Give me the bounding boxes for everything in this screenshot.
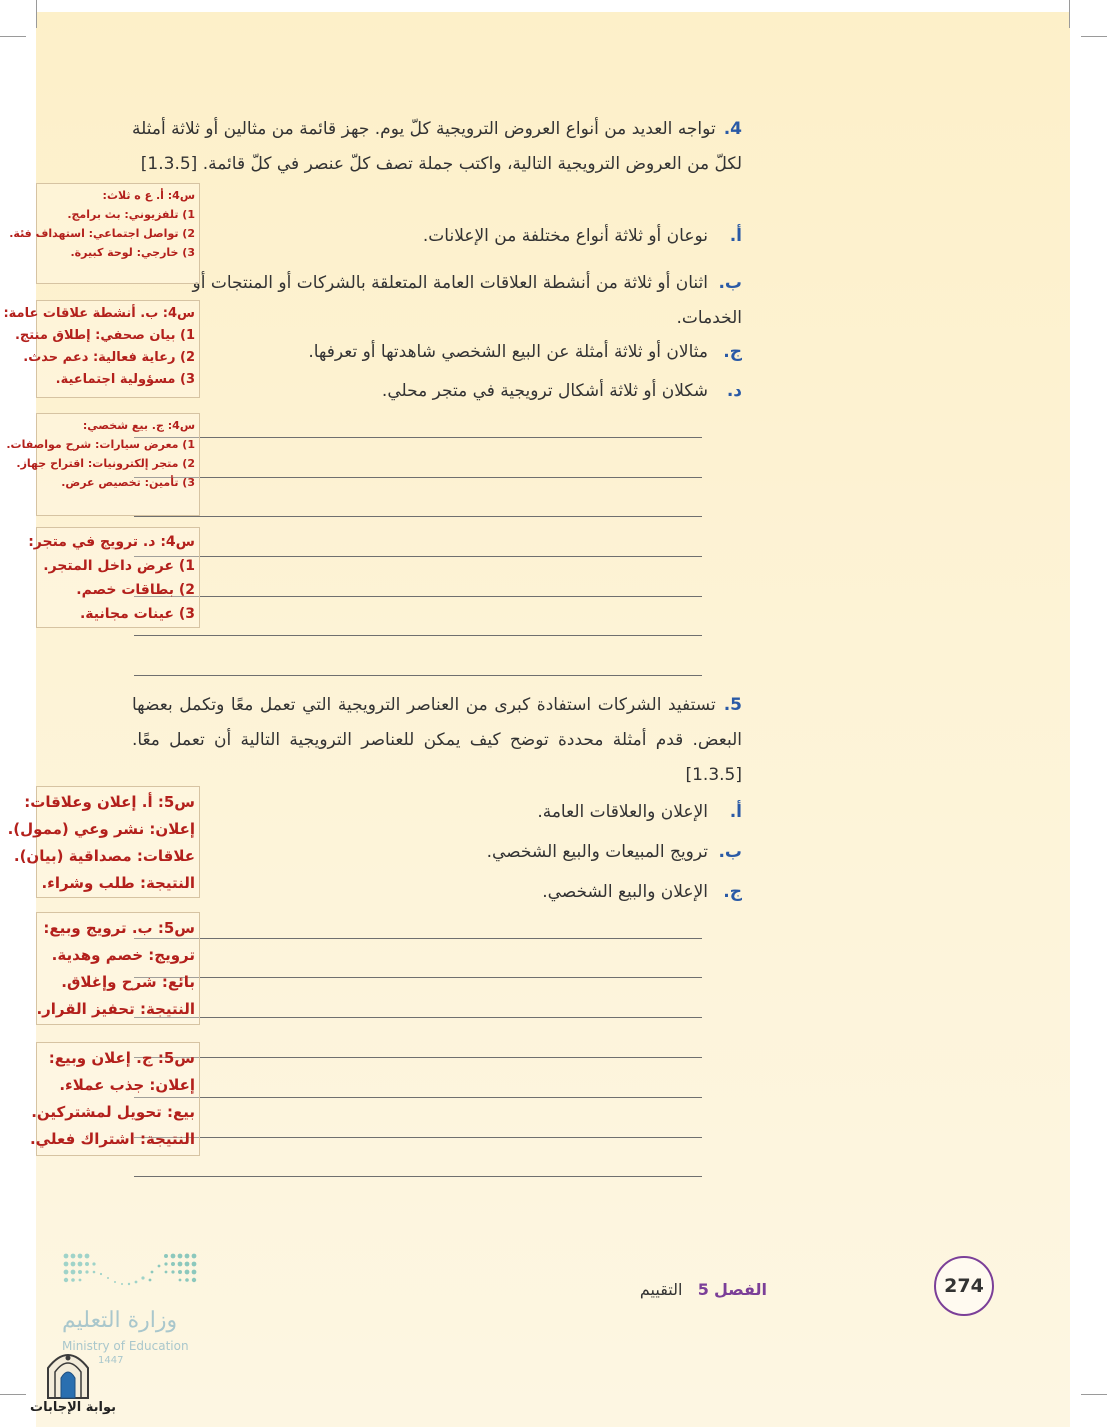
- answer-note: [9, 183, 200, 284]
- note-line: 3) مسؤولية اجتماعية.: [55, 372, 195, 387]
- answer-line: [134, 1097, 702, 1098]
- answer-note: [3, 300, 200, 398]
- note-line: 1) تلفزيوني: بث برامج.: [67, 208, 195, 221]
- note-line: 1) بيان صحفي: إطلاق منتج.: [14, 328, 195, 343]
- crop-mark: [36, 0, 37, 28]
- q4-item-a: [423, 226, 742, 246]
- item-letter: أ.: [729, 226, 742, 246]
- note-line: علاقات: مصداقية (بيان).: [13, 847, 195, 865]
- answer-note: [36, 912, 200, 1025]
- item-letter: د.: [726, 381, 742, 401]
- q4-item-c: [308, 342, 742, 362]
- item-text: مثالان أو ثلاثة أمثلة عن البيع الشخصي شاهدتها أو تعرفها.: [308, 342, 708, 362]
- item-letter: ج.: [723, 342, 742, 362]
- watermark-text: بوابة الإجابات: [30, 1400, 116, 1415]
- ministry-name-arabic: وزارة التعليم: [62, 1308, 178, 1333]
- q5-item-c: [542, 882, 742, 902]
- note-line: بائع: شرح وإغلاق.: [61, 973, 195, 991]
- note-line: س4: أ. ع ه ثلاث:: [102, 189, 195, 202]
- answer-note: [6, 413, 200, 516]
- note-line: 3) تأمين: تخصيص عرض.: [61, 476, 195, 489]
- answer-note: [28, 527, 200, 628]
- question-5: [132, 688, 742, 793]
- note-line: ترويج: خصم وهدية.: [51, 946, 195, 964]
- note-line: إعلان: جذب عملاء.: [59, 1076, 195, 1094]
- item-letter: ج.: [723, 882, 742, 902]
- note-line: 2) متجر إلكترونيات: اقتراح جهاز.: [16, 457, 195, 470]
- item-letter: ب.: [718, 273, 742, 293]
- ministry-logo-icon: [62, 1252, 198, 1300]
- question-4: [132, 112, 742, 182]
- note-line: س4: ب. أنشطة علاقات عامة:: [3, 306, 195, 321]
- item-text: الإعلان والبيع الشخصي.: [542, 882, 708, 902]
- note-line: 3) خارجي: لوحة كبيرة.: [70, 246, 195, 259]
- note-line: 1) معرض سيارات: شرح مواصفات.: [6, 438, 195, 451]
- answer-line: [134, 516, 702, 517]
- question-number: 5.: [723, 695, 742, 715]
- crop-mark: [0, 36, 26, 37]
- answer-line: [134, 1017, 702, 1018]
- note-line: إعلان: نشر وعي (ممول).: [7, 820, 195, 838]
- note-line: 1) عرض داخل المتجر.: [43, 558, 195, 574]
- gate-logo-icon: [44, 1348, 92, 1400]
- crop-mark: [1081, 1394, 1107, 1395]
- page-number: 274: [934, 1256, 994, 1316]
- item-text: شكلان أو ثلاثة أشكال ترويجية في متجر محلي.: [381, 381, 708, 401]
- answer-line: [134, 1176, 702, 1177]
- note-line: 2) تواصل اجتماعي: استهداف فئة.: [9, 227, 195, 240]
- note-line: النتيجة: اشتراك فعلي.: [29, 1130, 195, 1148]
- q4-item-b: [127, 266, 742, 336]
- note-line: س5: ب. ترويج وبيع:: [43, 919, 195, 937]
- chapter-label: الفصل: [713, 1280, 767, 1299]
- answer-line: [134, 596, 702, 597]
- q5-item-b: [487, 842, 742, 862]
- item-letter: أ.: [729, 802, 742, 822]
- note-line: س4: ج. بيع شخصي:: [82, 419, 195, 432]
- ministry-name-english: Ministry of Education: [62, 1339, 189, 1353]
- note-line: النتيجة: تحفيز القرار.: [36, 1000, 195, 1018]
- question-text: تستفيد الشركات استفادة كبرى من العناصر الترويجية التي تعمل معًا وتكمل بعضها البعض. قدم أمثلة محددة توضح كيف يمكن للعناصر الترويجية التالية أن تعمل معًا. [1.3.5]: [132, 695, 742, 785]
- item-text: الإعلان والعلاقات العامة.: [537, 802, 708, 822]
- note-line: بيع: تحويل لمشتركين.: [31, 1103, 195, 1121]
- chapter-number: 5: [697, 1280, 709, 1299]
- q4-item-d: [382, 381, 742, 401]
- section-title: التقييم: [639, 1280, 683, 1299]
- crop-mark: [1069, 0, 1070, 28]
- answer-note: [7, 786, 200, 898]
- ministry-year: 1447: [98, 1355, 124, 1366]
- q5-item-a: [537, 802, 742, 822]
- answer-note: [29, 1042, 200, 1156]
- answer-line: [134, 977, 702, 978]
- note-line: س4: د. ترويج في متجر:: [28, 534, 195, 550]
- note-line: س5: ج. إعلان وبيع:: [48, 1049, 195, 1067]
- item-text: اثنان أو ثلاثة من أنشطة العلاقات العامة المتعلقة بالشركات أو المنتجات أو الخدمات.: [192, 273, 742, 328]
- note-line: س5: أ. إعلان وعلاقات:: [24, 793, 195, 811]
- note-line: 2) رعاية فعالية: دعم حدث.: [23, 350, 195, 365]
- crop-mark: [0, 1394, 26, 1395]
- chapter-footer: [640, 1280, 767, 1299]
- question-text: تواجه العديد من أنواع العروض الترويجية كلّ يوم. جهز قائمة من مثالين أو ثلاثة أمثلة لكلّ من العروض الترويجية التالية، واكتب جملة تصف كلّ عنصر في كلّ قائمة. [1.3.5]: [132, 119, 742, 174]
- answer-line: [134, 938, 702, 939]
- question-number: 4.: [723, 119, 742, 139]
- answer-line: [134, 1057, 702, 1058]
- answer-line: [134, 556, 702, 557]
- crop-mark: [1081, 36, 1107, 37]
- answer-line: [134, 635, 702, 636]
- answer-line: [134, 477, 702, 478]
- answer-line: [134, 1137, 702, 1138]
- note-line: 2) بطاقات خصم.: [76, 582, 195, 598]
- answer-line: [134, 437, 702, 438]
- item-letter: ب.: [718, 842, 742, 862]
- item-text: نوعان أو ثلاثة أنواع مختلفة من الإعلانات.: [422, 226, 708, 246]
- item-text: ترويج المبيعات والبيع الشخصي.: [486, 842, 708, 862]
- note-line: النتيجة: طلب وشراء.: [41, 874, 195, 892]
- answer-line: [134, 675, 702, 676]
- note-line: 3) عينات مجانية.: [79, 606, 195, 622]
